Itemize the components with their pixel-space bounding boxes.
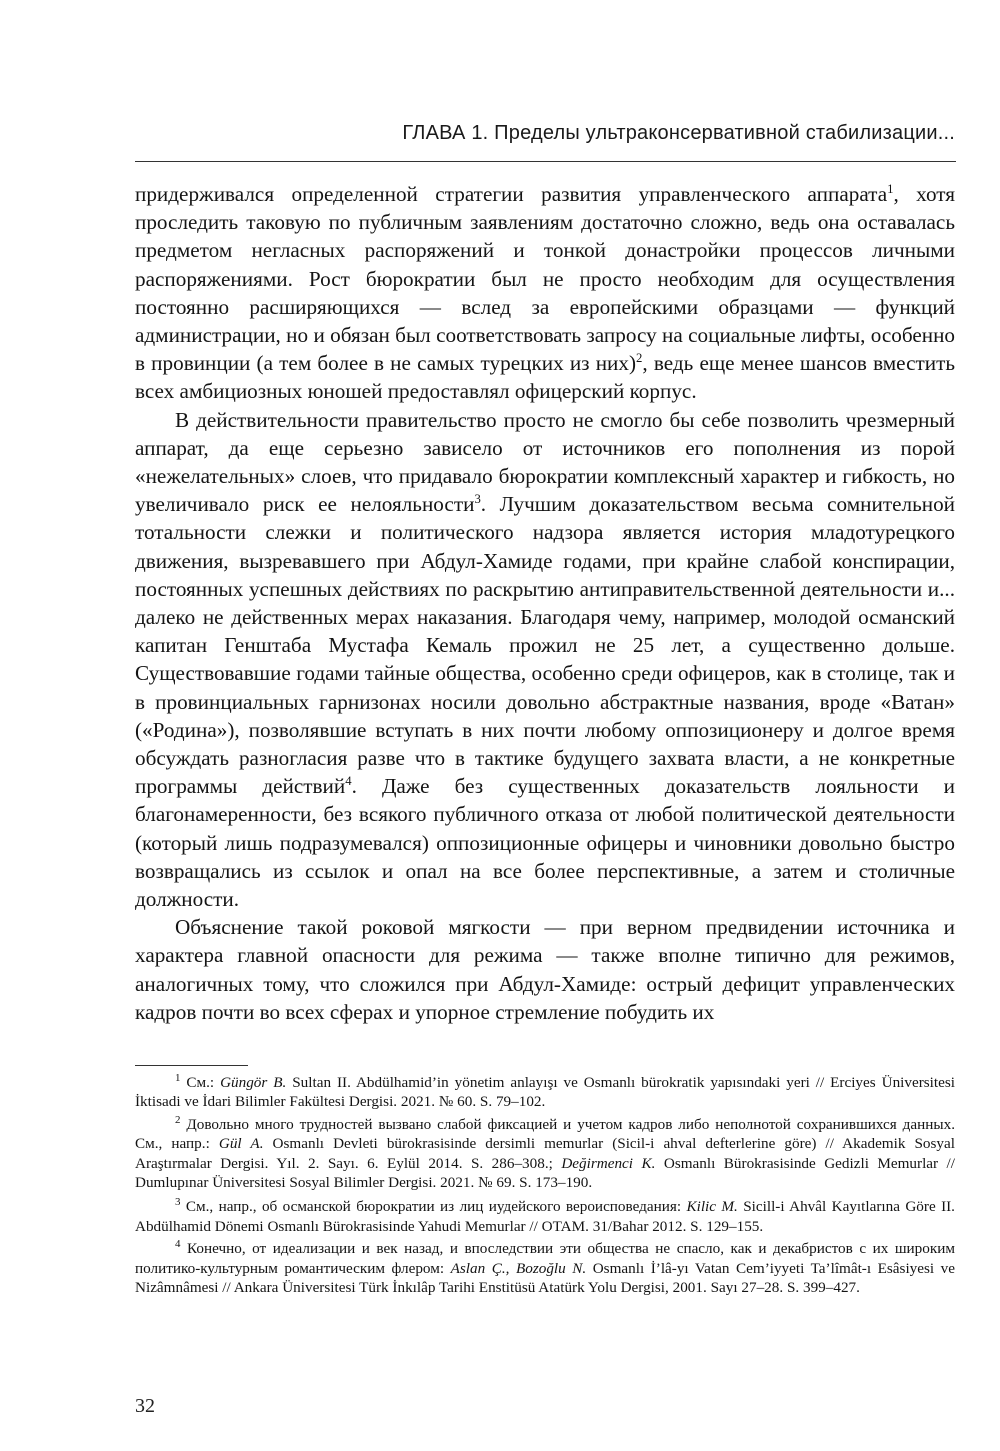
page-number: 32	[135, 1395, 155, 1417]
footnote-3	[135, 1197, 955, 1236]
footnote-text: Sicill-i Ahvâl Kayıtlarına Göre II. Abdülhamid Dönemi Osmanlı Bürokrasisinde Yahudi Memurlar // OTAM. 31/Bahar 2012. S. 129–155.	[135, 1198, 955, 1235]
footnote-number: 3	[175, 1196, 181, 1209]
header-divider	[135, 161, 956, 162]
footnote-ref-2[interactable]: 2	[636, 351, 643, 366]
footnote-author: Gül A.	[218, 1135, 264, 1153]
footnotes	[135, 1073, 955, 1300]
main-text	[135, 180, 955, 1026]
paragraph-text: В действительности правительство просто не смогло бы себе позволить чрезмерный аппарат, да еще серьезно зависело от источников его пополнения из порой «нежелательных» слоев, что придавало бюрократии комплексный характер и гибкость, но увеличивало риск ее нелояльности	[135, 407, 955, 517]
footnote-4	[135, 1239, 955, 1297]
footnote-1	[135, 1073, 955, 1112]
footnote-text: Конечно, от идеализации и век назад, и впоследствии эти общества не спасло, как и декабристов с их широким политико-культурным романтическим флером:	[135, 1240, 955, 1277]
footnote-author: Değirmenci K.	[561, 1154, 656, 1172]
paragraph-text: , ведь еще менее шансов вместить всех амбициозных юношей предоставлял офицерский корпус.	[135, 351, 955, 404]
footnote-number: 2	[175, 1113, 181, 1126]
footnote-ref-3[interactable]: 3	[474, 492, 481, 507]
footnote-text: Osmanlı İ’lâ-yı Vatan Cem’iyyeti Ta’lîmât-ı Esâsiyesi ve Nizâmnâmesi // Ankara Üniversitesi Türk İnkılâp Tarihi Enstitüsü Atatürk Yolu Dergisi, 2001. Sayı 27–28. S. 399–427.	[135, 1259, 955, 1297]
paragraph-2	[135, 406, 955, 914]
footnote-author: Aslan Ç., Bozoğlu N.	[450, 1259, 587, 1277]
paragraph-1	[135, 180, 955, 406]
footnote-author: Kilic M.	[686, 1198, 738, 1216]
paragraph-text: , хотя проследить таковую по публичным заявлениям достаточно сложно, ведь она оставалась предметом негласных распоряжений и тонкой донастройки процессов личными распоряжениями. Рост бюрократии был не просто необходим для осуществления постоянно расширяющихся — вслед за европейскими образцами — функций администрации, но и обязан был соответствовать запросу на социальные лифты, особенно в провинции (а тем более в не самых турецких из них)	[135, 182, 956, 376]
footnote-author: Güngör B.	[220, 1074, 287, 1091]
footnote-ref-4[interactable]: 4	[345, 774, 352, 789]
footnote-text: Довольно много трудностей вызвано слабой фиксацией и учетом кадров либо неполнотой сохранившихся данных. См., напр.:	[135, 1115, 955, 1153]
footnote-2	[135, 1115, 955, 1193]
paragraph-text: . Даже без существенных доказательств лояльности и благонамеренности, без всякого публичного отказа от любой политической деятельности (который лишь подразумевался) оппозиционные офицеры и чиновники довольно быстро возвращались из ссылок и опал на все более перспективные, а затем и столичные должности.	[135, 774, 955, 912]
footnote-text: Osmanlı Devleti bürokrasisinde dersimli memurlar (Sicil-i ahval defterlerine göre) // Akademik Sosyal Araştırmalar Dergisi. Yıl. 2. Sayı. 6. Eylül 2014. S. 286–308.;	[135, 1135, 955, 1172]
footnote-divider	[135, 1065, 248, 1066]
paragraph-text: придерживался определенной стратегии развития управленческого аппарата	[135, 182, 888, 206]
paragraph-3: Объяснение такой роковой мягкости — при верном предвидении источника и характера главной опасности для режима — также вполне типично для режимов, аналогичных тому, что сложился при Абдул-Хамиде: острый дефицит управленческих кадров почти во всех сферах и упорное стремление побудить их	[135, 915, 955, 1024]
paragraph-text: . Лучшим доказательством весьма сомнительной тотальности слежки и политического надзора является история младотурецкого движения, вызревавшего при Абдул-Хамиде годами, при крайне слабой конспирации, постоянных успешных действиях по раскрытию антиправительственной деятельности и... далеко не действенных мерах наказания. Благодаря чему, например, молодой османский капитан Генштаба Мустафа Кемаль прожил не 25 лет, а существенно дольше. Существовавшие годами тайные общества, особенно среди офицеров, как в столице, так и в провинциальных гарнизонах носили довольно абстрактные названия, вроде «Ватан» («Родина»), позволявшие вступать в них почти любому оппозиционеру и долгое время обсуждать разногласия разве что в тактике будущего захвата власти, а не конкретные программы действий	[135, 492, 956, 799]
running-header: ГЛАВА 1. Пределы ультраконсервативной стабилизации...	[402, 122, 955, 144]
footnote-number: 4	[175, 1238, 181, 1251]
footnote-text: Sultan II. Abdülhamid’in yönetim anlayışı ve Osmanlı bürokratik yapısındaki yeri // Erciyes Üniversitesi İktisadi ve İdari Bilimler Fakültesi Dergisi. 2021. № 60. S. 79–102.	[135, 1074, 955, 1111]
footnote-number: 1	[175, 1071, 181, 1084]
footnote-text: Osmanlı Bürokrasisinde Gedizli Memurlar // Dumlupınar Üniversitesi Sosyal Bilimler Dergisi. 2021. № 69. S. 173–190.	[135, 1154, 956, 1192]
footnote-text: См.:	[180, 1074, 221, 1091]
footnote-text: См., напр., об османской бюрократии из лиц иудейского вероисповедания:	[180, 1198, 687, 1216]
footnote-ref-1[interactable]: 1	[887, 181, 894, 196]
